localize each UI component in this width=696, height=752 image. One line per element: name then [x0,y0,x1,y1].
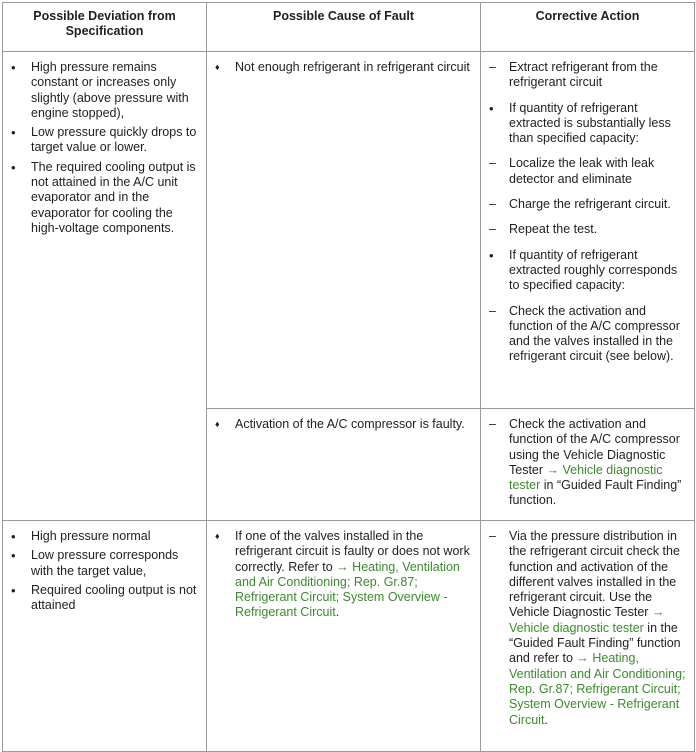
dash-icon [485,222,505,237]
cause-cell [207,52,481,409]
dash-icon [485,304,505,319]
list-item [7,60,202,121]
list-item [485,60,690,91]
cause-text-after: . [335,605,340,620]
deviation-text: High pressure normal [31,529,151,543]
action-text-after: in “Guided Fault Finding” function. [509,478,682,508]
deviation-text: Required cooling output is not attained [31,582,197,613]
deviation-cell [3,521,207,752]
action-step-text: Charge the refrigerant circuit. [509,197,671,212]
action-condition-text: If quantity of refrigerant extracted roughly corresponds to specified capacity: [509,247,678,293]
action-step-text: Extract refrigerant from the refrigerant circuit [509,60,658,90]
list-item [7,548,202,579]
bullet-icon [485,248,505,264]
deviation-list [7,529,202,613]
action-step-text [509,417,681,507]
cause-list [211,417,476,432]
cause-cell [207,521,481,752]
deviation-cell [3,52,207,521]
list-item [485,417,690,509]
action-text-before: Via the pressure distribution in the refrigerant circuit check the function and activation of the different valves installed in the refrigerant circuit. Use the Vehicle Diagnostic Tester [509,529,680,620]
action-cell [481,52,695,409]
dash-icon [485,417,505,432]
vehicle-diagnostic-tester-link[interactable]: → Vehicle diagnostic tester [509,605,665,635]
vehicle-diagnostic-tester-link[interactable]: → Vehicle diagnostic tester [509,462,663,493]
list-item [485,156,690,187]
header-deviation: Possible Deviation from Specification [3,3,207,52]
action-cell [481,409,695,521]
diamond-bullet-icon [211,417,231,433]
list-item [485,529,690,728]
list-item [211,60,476,75]
action-cell [481,521,695,752]
dash-icon [485,156,505,171]
action-list [485,60,690,365]
dash-icon [485,60,505,75]
action-list [485,417,690,509]
header-action: Corrective Action [481,3,695,52]
deviation-text: Low pressure corresponds with the target value, [31,548,179,578]
diamond-bullet-icon [211,60,231,76]
cause-list [211,60,476,75]
cause-list [211,529,476,621]
list-item [485,304,690,365]
list-item [485,101,690,147]
list-item [7,583,202,614]
table-header-row [3,3,695,52]
action-condition-text: If quantity of refrigerant extracted is substantially less than specified capacity: [509,100,671,146]
cause-text-before: If one of the valves installed in the refrigerant circuit is faulty or does not work correctly. Refer to [235,529,470,574]
dash-icon [485,197,505,212]
action-step-text: Localize the leak with leak detector and eliminate [509,156,655,186]
header-cause: Possible Cause of Fault [207,3,481,52]
deviation-text: Low pressure quickly drops to target value or lower. [31,125,197,155]
fault-table [2,2,695,752]
table-row [3,52,695,409]
refrigerant-circuit-overview-link[interactable]: → Heating, Ventilation and Air Conditioning; Rep. Gr.87; Refrigerant Circuit; System Overview - Refrigerant Circuit [509,651,686,727]
bullet-icon [7,160,27,176]
list-item [7,160,202,236]
dash-icon [485,529,505,544]
cause-cell [207,409,481,521]
action-step-text: Repeat the test. [509,222,598,237]
action-text-before: Check the activation and function of the A/C compressor using the Vehicle Diagnostic Tester [509,417,680,477]
cause-text: Activation of the A/C compressor is faulty. [235,417,465,431]
list-item [211,417,476,432]
action-step-text: Check the activation and function of the A/C compressor and the valves installed in the refrigerant circuit (see below). [509,303,680,364]
table-row [3,521,695,752]
deviation-text: The required cooling output is not attained in the A/C unit evaporator and in the evaporator for cooling the high-voltage components. [31,159,196,235]
bullet-icon [7,125,27,141]
list-item [7,529,202,544]
action-text-middle: in the “Guided Fault Finding” function and refer to [509,620,681,666]
bullet-icon [7,60,27,76]
bullet-icon [7,548,27,564]
action-text-after: . [544,712,548,727]
cause-text [235,529,470,619]
deviation-list [7,60,202,236]
list-item [485,248,690,294]
bullet-icon [485,101,505,117]
bullet-icon [7,529,27,545]
list-item [485,222,690,237]
action-list [485,529,690,728]
list-item [7,125,202,156]
deviation-text: High pressure remains constant or increases only slightly (above pressure with engine stopped), [31,60,189,120]
diamond-bullet-icon [211,529,231,545]
refrigerant-circuit-overview-link[interactable]: → Heating, Ventilation and Air Conditioning; Rep. Gr.87; Refrigerant Circuit; System Overview - Refrigerant Circuit [235,559,460,620]
bullet-icon [7,583,27,599]
cause-text: Not enough refrigerant in refrigerant circuit [235,60,470,74]
list-item [485,197,690,212]
list-item [211,529,476,621]
action-step-text [509,529,686,727]
